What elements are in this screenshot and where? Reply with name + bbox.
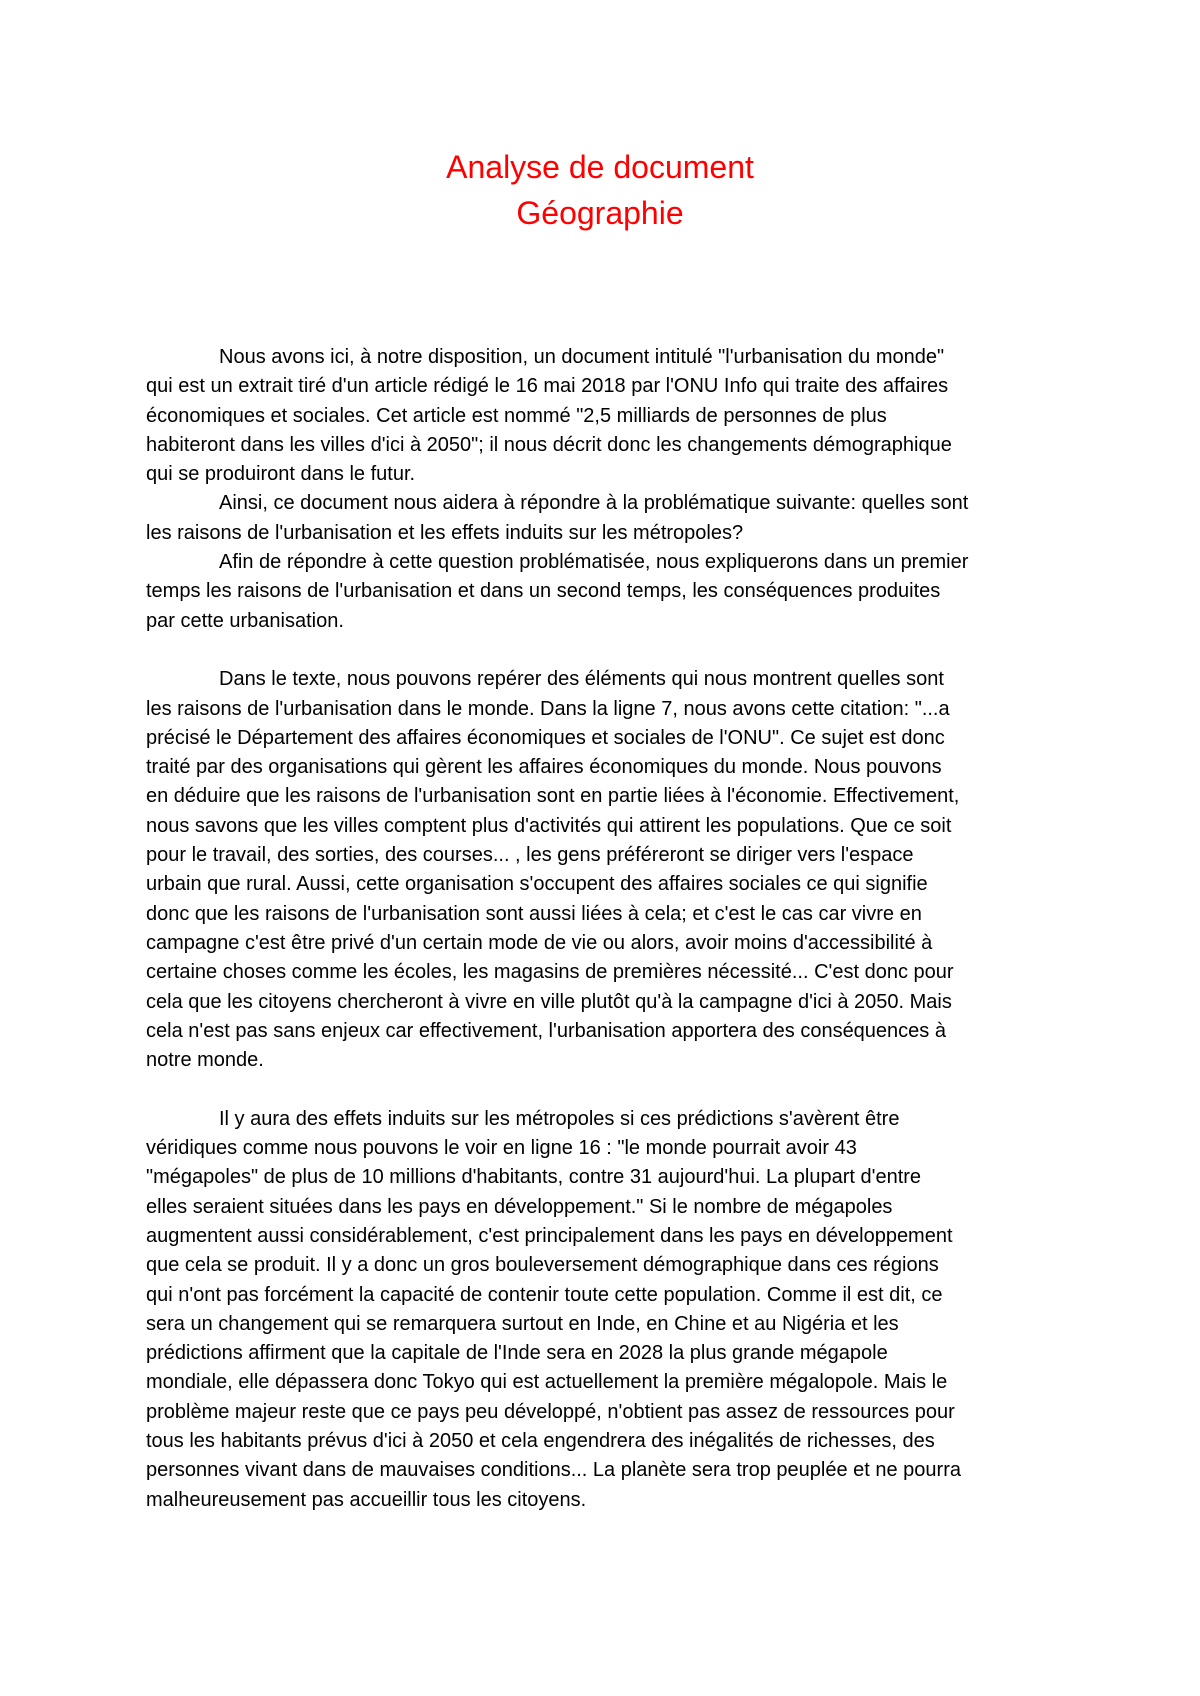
- text-line: Ainsi, ce document nous aidera à répondre à la problématique suivante: quelles sont: [219, 492, 969, 515]
- text-line: précisé le Département des affaires économiques et sociales de l'ONU". Ce sujet est donc: [146, 726, 945, 749]
- text-line: certaine choses comme les écoles, les magasins de premières nécessité... C'est donc pour: [146, 961, 954, 984]
- text-line: nous savons que les villes comptent plus d'activités qui attirent les populations. Que ce soit: [146, 814, 952, 837]
- text-line: personnes vivant dans de mauvaises conditions... La planète sera trop peuplée et ne pourra: [146, 1459, 961, 1482]
- text-line: prédictions affirment que la capitale de l'Inde sera en 2028 la plus grande mégapole: [146, 1342, 888, 1365]
- text-line: augmentent aussi considérablement, c'est principalement dans les pays en développement: [146, 1224, 953, 1247]
- text-line: qui n'ont pas forcément la capacité de contenir toute cette population. Comme il est dit, ce: [146, 1283, 943, 1306]
- paragraph-spacer: [146, 636, 1056, 665]
- paragraph-plan: [146, 548, 1056, 636]
- text-line: pour le travail, des sorties, des courses... , les gens préféreront se diriger vers l'espace: [146, 844, 914, 867]
- text-line: mondiale, elle dépassera donc Tokyo qui est actuellement la première mégalopole. Mais le: [146, 1371, 948, 1394]
- title-line-1: Analyse de document: [446, 149, 754, 185]
- text-line: qui se produiront dans le futur.: [146, 463, 416, 486]
- text-line: cela n'est pas sans enjeux car effectivement, l'urbanisation apportera des conséquences à: [146, 1019, 946, 1042]
- paragraph-raisons: [146, 665, 1056, 1075]
- text-line: notre monde.: [146, 1049, 264, 1072]
- text-line: les raisons de l'urbanisation dans le monde. Dans la ligne 7, nous avons cette citation: "...a: [146, 697, 950, 720]
- title-line-2: Géographie: [516, 195, 684, 231]
- text-line: que cela se produit. Il y a donc un gros bouleversement démographique dans ces régions: [146, 1254, 939, 1277]
- text-line: temps les raisons de l'urbanisation et dans un second temps, les conséquences produites: [146, 580, 941, 603]
- text-line: "mégapoles" de plus de 10 millions d'habitants, contre 31 aujourd'hui. La plupart d'entre: [146, 1166, 922, 1189]
- text-line: véridiques comme nous pouvons le voir en ligne 16 : "le monde pourrait avoir 43: [146, 1137, 857, 1160]
- paragraph-problematique: [146, 489, 1056, 548]
- text-line: qui est un extrait tiré d'un article rédigé le 16 mai 2018 par l'ONU Info qui traite des affaires: [146, 375, 949, 398]
- paragraph-effets: [146, 1105, 1056, 1515]
- paragraph-introduction: [146, 343, 1056, 489]
- text-line: Il y aura des effets induits sur les métropoles si ces prédictions s'avèrent être: [219, 1107, 900, 1130]
- text-line: Dans le texte, nous pouvons repérer des éléments qui nous montrent quelles sont: [219, 668, 944, 691]
- text-line: donc que les raisons de l'urbanisation sont aussi liées à cela; et c'est le cas car vivre en: [146, 902, 922, 925]
- text-line: Afin de répondre à cette question problématisée, nous expliquerons dans un premier: [219, 551, 969, 574]
- text-line: Nous avons ici, à notre disposition, un document intitulé "l'urbanisation du monde": [219, 346, 945, 368]
- text-line: économiques et sociales. Cet article est nommé "2,5 milliards de personnes de plus: [146, 404, 887, 427]
- text-line: campagne c'est être privé d'un certain mode de vie ou alors, avoir moins d'accessibilité à: [146, 931, 933, 954]
- text-line: tous les habitants prévus d'ici à 2050 et cela engendrera des inégalités de richesses, des: [146, 1429, 935, 1452]
- text-line: en déduire que les raisons de l'urbanisation sont en partie liées à l'économie. Effectivement,: [146, 785, 960, 808]
- text-line: traité par des organisations qui gèrent les affaires économiques du monde. Nous pouvons: [146, 756, 942, 779]
- text-line: habiteront dans les villes d'ici à 2050"; il nous décrit donc les changements démographique: [146, 433, 952, 456]
- text-line: par cette urbanisation.: [146, 609, 344, 632]
- text-line: sera un changement qui se remarquera surtout en Inde, en Chine et au Nigéria et les: [146, 1312, 899, 1335]
- text-line: problème majeur reste que ce pays peu développé, n'obtient pas assez de ressources pour: [146, 1400, 955, 1423]
- text-line: elles seraient situées dans les pays en développement." Si le nombre de mégapoles: [146, 1195, 893, 1218]
- paragraph-spacer: [146, 1075, 1056, 1104]
- document-title: [0, 144, 1200, 236]
- text-line: malheureusement pas accueillir tous les citoyens.: [146, 1488, 587, 1511]
- document-body: [146, 343, 1056, 1515]
- text-line: cela que les citoyens chercheront à vivre en ville plutôt qu'à la campagne d'ici à 2050. Mais: [146, 990, 952, 1013]
- text-line: les raisons de l'urbanisation et les effets induits sur les métropoles?: [146, 521, 744, 544]
- text-line: urbain que rural. Aussi, cette organisation s'occupent des affaires sociales ce qui signifie: [146, 873, 928, 896]
